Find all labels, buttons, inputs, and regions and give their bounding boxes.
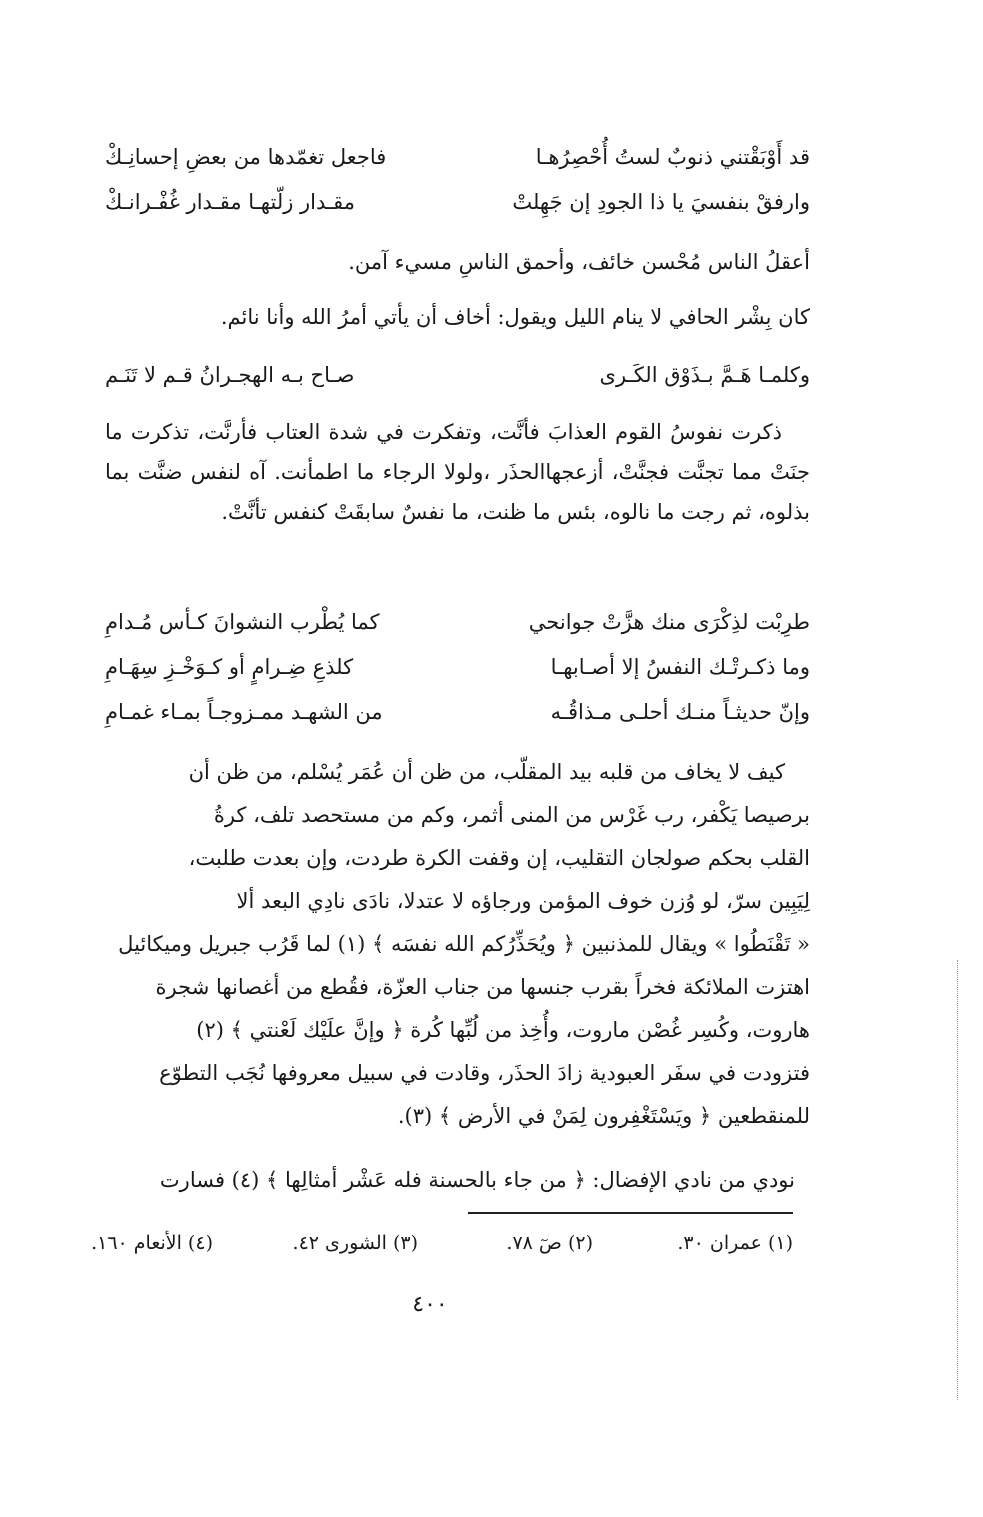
verse-second-hemistich: كلذعِ ضِـرامٍ أو كـوَخْـزِ سِهَـامِ xyxy=(105,655,354,679)
verse-line xyxy=(105,647,810,687)
verse-first-hemistich: وكلمـا هَـمَّ بـذَوْق الكَـرى xyxy=(599,363,810,387)
saying-line: أعقلُ الناس مُحْسن خائف، وأحمق الناسِ مسيء آمن. xyxy=(348,250,810,274)
paragraph-line: كيف لا يخاف من قلبه بيد المقلّب، من ظن أن عُمَر يُسْلم، من ظن أن xyxy=(188,760,785,784)
paragraph: ذكرت نفوسُ القوم العذابَ فأنَّت، وتفكرت في شدة العتاب فأرنَّت، تذكرت ما جنَتْ مما تجنَّت فجنَّتْ، أزعجهاالحذَر ،ولولا الرجاء ما اطمأنت. آه لنفس ضنَّت بما بذلوه، ثم رجت ما نالوه، بئس ما ظنت، ما نفسٌ سابقَتْ كنفس تأنَّتْ. xyxy=(105,420,810,524)
scan-edge-divider xyxy=(957,960,958,1400)
footnote: (٤) الأنعام ١٦٠. xyxy=(91,1232,213,1254)
paragraph-line: فتزودت في سفَر العبودية زادَ الحذَر، وقادت في سبيل معروفها نُجَب التطوّع xyxy=(159,1061,810,1085)
paragraph-line: هاروت، وكُسِر غُصْن ماروت، وأُخِذ من لُبِّها كُرة ﴿ وإنَّ علَيْك لَعْنتي ﴾ (٢) xyxy=(196,1018,810,1042)
verse-line xyxy=(105,355,810,395)
verse-line xyxy=(105,692,810,732)
footnote-divider xyxy=(468,1212,793,1214)
verse-first-hemistich: وإنّ حديثـاً منـك أحلـى مـذاقُـه xyxy=(550,700,810,724)
verse-line xyxy=(105,602,810,642)
paragraph-line: « تَقْنَطُوا » ويقال للمذنبين ﴿ ويُحَذِّرُكم الله نفسَه ﴾ (١) لما قَرُب جبريل وميكائيل xyxy=(118,932,810,956)
page-number: ٤٠٠ xyxy=(412,1292,448,1317)
paragraph-line: برصيصا يَكْفر، رب غَرْس من المنى أثمر، وكم من مستحصد تلف، كرةُ xyxy=(213,803,810,827)
footnote: (٣) الشورى ٤٢. xyxy=(292,1232,418,1254)
footnote: (٢) صٓ ٧٨. xyxy=(506,1232,593,1254)
verse-line xyxy=(105,182,810,222)
paragraph-line: القلب بحكم صولجان التقليب، إن وقفت الكرة طردت، وإن بعدت طلبت، xyxy=(188,846,810,870)
verse-second-hemistich: صـاح بـه الهجـرانُ قـم لا تَنَـم xyxy=(105,363,355,387)
verse-second-hemistich: فاجعل تغمّدها من بعضِ إحسانِـكْ xyxy=(105,145,387,169)
verse-first-hemistich: طرِبْت لذِكْرَى منك هزَّتْ جوانحي xyxy=(528,610,810,634)
verse-first-hemistich: وارفقْ بنفسيَ يا ذا الجودِ إن جَهِلتْ xyxy=(512,190,810,214)
verse-second-hemistich: كما يُطْرب النشوانَ كـأس مُـدامِ xyxy=(105,610,380,634)
verse-first-hemistich: قد أَوْبَقْتني ذنوبٌ لستُ أُحْصِرُهـا xyxy=(535,145,810,169)
verse-second-hemistich: من الشهـد ممـزوجـاً بمـاء غمـامِ xyxy=(105,700,383,724)
paragraph-line: للمنقطعين ﴿ ويَسْتَغْفِرون لِمَنْ في الأرض ﴾ (٣). xyxy=(397,1104,810,1128)
paragraph-line: اهتزت الملائكة فخراً بقرب جنسها من جناب العزّة، فقُطع من أغصانها شجرة xyxy=(155,975,810,999)
saying-line: كان بِشْر الحافي لا ينام الليل ويقول: أخاف أن يأتي أمرُ الله وأنا نائم. xyxy=(220,305,810,329)
verse-line xyxy=(105,137,810,177)
verse-first-hemistich: وما ذكـرتْـك النفسُ إلا أصـابهـا xyxy=(550,655,810,679)
paragraph-line: لِيَبِين سرّ، لو وُزن خوف المؤمن ورجاؤه لا عتدلا، نادَى نادِي البعد ألا xyxy=(236,889,810,913)
paragraph-line: نودي من نادي الإفضال: ﴿ من جاء بالحسنة فله عَشْر أمثالِها ﴾ (٤) فسارت xyxy=(159,1168,795,1192)
footnote: (١) عمران ٣٠. xyxy=(677,1232,793,1254)
verse-second-hemistich: مقـدار زلّتهـا مقـدار غُفْـرانـكْ xyxy=(105,190,356,214)
